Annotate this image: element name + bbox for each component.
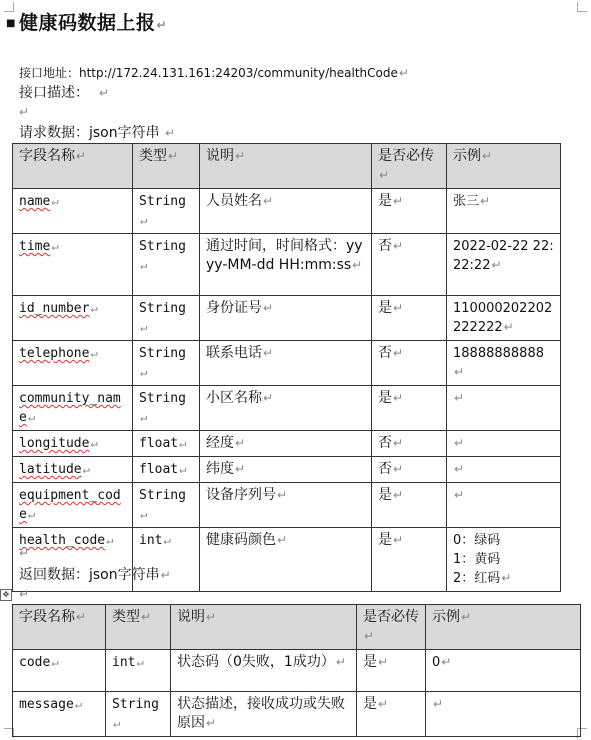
header-description bbox=[200, 144, 372, 189]
paragraph-mark: ↵ bbox=[433, 697, 444, 711]
paragraph-mark: ↵ bbox=[140, 320, 148, 334]
cell-field bbox=[13, 692, 106, 737]
cell-text: latitude bbox=[19, 462, 82, 477]
cell-required bbox=[372, 386, 447, 431]
cell-field bbox=[13, 431, 133, 457]
cell-required bbox=[372, 528, 447, 592]
paragraph-mark: ↵ bbox=[206, 716, 217, 730]
paragraph-mark: ↵ bbox=[379, 168, 390, 182]
cell-type bbox=[106, 692, 171, 737]
cell-text: 是 bbox=[363, 654, 377, 670]
paragraph-mark: ↵ bbox=[503, 320, 514, 334]
empty-paragraph: ↵ bbox=[19, 546, 30, 560]
request-label-line bbox=[19, 122, 175, 142]
cell-desc bbox=[171, 650, 357, 692]
table-header-row bbox=[13, 605, 581, 650]
paragraph-mark: ↵ bbox=[393, 194, 404, 208]
header-example bbox=[447, 144, 561, 189]
request-table bbox=[12, 143, 561, 592]
cell-example bbox=[447, 386, 561, 431]
header-text: 字段名称 bbox=[19, 148, 75, 164]
cell-required bbox=[372, 483, 447, 528]
paragraph-mark: ↵ bbox=[378, 697, 389, 711]
cell-text: 经度 bbox=[206, 435, 234, 451]
cell-text: String bbox=[139, 301, 186, 316]
paragraph-mark: ↵ bbox=[235, 462, 246, 476]
paragraph-mark: ↵ bbox=[165, 126, 176, 140]
cell-required bbox=[372, 296, 447, 341]
cell-example bbox=[447, 189, 561, 234]
api-address-text: 接口地址：http://172.24.131.161:24203/community/healthCode bbox=[19, 66, 398, 80]
page-corner-mark bbox=[577, 2, 587, 12]
cell-text: 纬度 bbox=[206, 461, 234, 477]
paragraph-mark: ↵ bbox=[501, 571, 512, 585]
header-text: 是否必传 bbox=[378, 148, 434, 164]
cell-type bbox=[106, 650, 171, 692]
paragraph-mark: ↵ bbox=[263, 391, 274, 405]
cell-text: equipment_code bbox=[19, 488, 121, 522]
header-text: 类型 bbox=[112, 609, 140, 625]
cell-text: 通过时间，时间格式：yyyy-MM-dd HH:mm:ss bbox=[206, 238, 363, 273]
cell-field bbox=[13, 296, 133, 341]
header-text: 说明 bbox=[206, 148, 234, 164]
paragraph-mark: ↵ bbox=[140, 213, 148, 227]
table-row bbox=[13, 483, 561, 528]
paragraph-mark: ↵ bbox=[352, 258, 363, 272]
paragraph-mark: ↵ bbox=[51, 194, 59, 208]
cell-field bbox=[13, 483, 133, 528]
table-row bbox=[13, 234, 561, 296]
header-text: 说明 bbox=[177, 609, 205, 625]
empty-paragraph: ↵ bbox=[19, 105, 30, 119]
paragraph-mark: ↵ bbox=[378, 655, 389, 669]
cell-text: float bbox=[139, 462, 179, 477]
cell-example bbox=[426, 650, 581, 692]
paragraph-mark: ↵ bbox=[74, 697, 83, 711]
heading-text: 健康码数据上报 bbox=[18, 12, 156, 34]
cell-type bbox=[133, 483, 200, 528]
cell-text: float bbox=[139, 436, 179, 451]
paragraph-mark: ↵ bbox=[393, 391, 404, 405]
header-text: 示例 bbox=[453, 148, 481, 164]
paragraph-mark: ↵ bbox=[27, 507, 36, 521]
cell-text: 0：绿码 1：黄码 2：红码 bbox=[453, 533, 501, 586]
paragraph-mark: ↵ bbox=[364, 629, 375, 643]
table-row bbox=[13, 431, 561, 457]
cell-desc bbox=[200, 189, 372, 234]
cell-text: 是 bbox=[363, 696, 377, 712]
header-text: 示例 bbox=[432, 609, 460, 625]
cell-required bbox=[372, 457, 447, 483]
cell-text: 2022-02-22 22:22:22 bbox=[453, 239, 554, 273]
cell-required bbox=[357, 650, 426, 692]
paragraph-mark: ↵ bbox=[235, 436, 246, 450]
paragraph-mark: ↵ bbox=[140, 410, 148, 424]
cell-text: 否 bbox=[378, 461, 392, 477]
paragraph-mark: ↵ bbox=[263, 194, 274, 208]
heading-bullet: ■ bbox=[6, 18, 16, 29]
cell-text: telephone bbox=[19, 346, 90, 361]
table-row bbox=[13, 189, 561, 234]
header-type bbox=[106, 605, 171, 650]
cell-field bbox=[13, 386, 133, 431]
cell-text: 是 bbox=[378, 487, 392, 503]
cell-text: String bbox=[112, 697, 159, 712]
header-field-name bbox=[13, 605, 106, 650]
cell-desc bbox=[200, 457, 372, 483]
cell-text: 张三 bbox=[453, 194, 480, 209]
cell-text: 18888888888 bbox=[453, 346, 544, 361]
paragraph-mark: ↵ bbox=[98, 86, 109, 100]
paragraph-mark: ↵ bbox=[454, 391, 465, 405]
paragraph-mark: ↵ bbox=[263, 346, 274, 360]
paragraph-mark: ↵ bbox=[454, 462, 465, 476]
paragraph-mark: ↵ bbox=[393, 239, 404, 253]
paragraph-mark: ↵ bbox=[76, 610, 87, 624]
table-row bbox=[13, 457, 561, 483]
cell-example bbox=[447, 296, 561, 341]
cell-example bbox=[447, 431, 561, 457]
cell-text: 状态码（0失败，1成功） bbox=[177, 654, 335, 670]
paragraph-mark: ↵ bbox=[398, 66, 409, 80]
paragraph-mark: ↵ bbox=[441, 655, 452, 669]
paragraph-mark: ↵ bbox=[263, 301, 274, 315]
header-text: 类型 bbox=[139, 148, 167, 164]
cell-type bbox=[133, 386, 200, 431]
response-label-text: 返回数据：json字符串 bbox=[19, 567, 160, 583]
paragraph-mark: ↵ bbox=[393, 346, 404, 360]
cell-text: community_name bbox=[19, 391, 121, 425]
paragraph-mark: ↵ bbox=[491, 258, 502, 272]
api-desc-text: 接口描述： bbox=[19, 85, 89, 101]
cell-type bbox=[133, 431, 200, 457]
paragraph-mark: ↵ bbox=[27, 410, 36, 424]
table-row bbox=[13, 692, 581, 737]
header-required bbox=[357, 605, 426, 650]
cell-text: longitude bbox=[19, 436, 90, 451]
paragraph-mark: ↵ bbox=[179, 462, 187, 476]
cell-required bbox=[372, 189, 447, 234]
cell-text: health_code bbox=[19, 533, 106, 548]
cell-text: String bbox=[139, 391, 186, 406]
header-type bbox=[133, 144, 200, 189]
header-required bbox=[372, 144, 447, 189]
cell-type bbox=[133, 296, 200, 341]
cell-text: 身份证号 bbox=[206, 300, 262, 316]
cell-text: 是 bbox=[378, 300, 392, 316]
cell-desc bbox=[171, 692, 357, 737]
paragraph-mark: ↵ bbox=[136, 655, 144, 669]
cell-text: 健康码颜色 bbox=[206, 532, 276, 548]
paragraph-mark: ↵ bbox=[141, 610, 152, 624]
cell-required bbox=[357, 692, 426, 737]
cell-text: 是 bbox=[378, 390, 392, 406]
cell-text: String bbox=[139, 488, 186, 503]
paragraph-mark: ↵ bbox=[51, 239, 59, 253]
paragraph-mark: ↵ bbox=[393, 462, 404, 476]
cell-required bbox=[372, 234, 447, 296]
paragraph-mark: ↵ bbox=[482, 149, 493, 163]
cell-text: int bbox=[112, 655, 136, 670]
cell-desc bbox=[200, 386, 372, 431]
cell-text: 否 bbox=[378, 345, 392, 361]
cell-text: String bbox=[139, 239, 186, 254]
cell-text: 人员姓名 bbox=[206, 193, 262, 209]
cell-text: 否 bbox=[378, 435, 392, 451]
paragraph-mark: ↵ bbox=[106, 533, 114, 547]
cell-text: code bbox=[19, 655, 51, 670]
paragraph-mark: ↵ bbox=[393, 533, 404, 547]
cell-text: name bbox=[19, 194, 51, 209]
api-address-line bbox=[19, 64, 409, 81]
cell-field bbox=[13, 189, 133, 234]
cell-type bbox=[133, 189, 200, 234]
paragraph-mark: ↵ bbox=[113, 716, 121, 730]
cell-example bbox=[447, 234, 561, 296]
paragraph-mark: ↵ bbox=[393, 436, 404, 450]
cell-type bbox=[133, 341, 200, 386]
cell-example bbox=[447, 528, 561, 592]
paragraph-mark: ↵ bbox=[168, 149, 179, 163]
cell-desc bbox=[200, 234, 372, 296]
cell-type bbox=[133, 234, 200, 296]
header-example bbox=[426, 605, 581, 650]
paragraph-mark: ↵ bbox=[163, 533, 171, 547]
cell-field bbox=[13, 234, 133, 296]
cell-desc bbox=[200, 431, 372, 457]
cell-field bbox=[13, 341, 133, 386]
cell-text: 小区名称 bbox=[206, 390, 262, 406]
cell-text: 0 bbox=[432, 655, 441, 670]
paragraph-mark: ↵ bbox=[454, 365, 465, 379]
cell-desc bbox=[200, 296, 372, 341]
request-label-text: 请求数据：json字符串 bbox=[19, 125, 160, 141]
cell-text: 110000202202222222 bbox=[453, 301, 553, 335]
table-row bbox=[13, 296, 561, 341]
paragraph-mark: ↵ bbox=[90, 301, 98, 315]
cell-text: String bbox=[139, 194, 186, 209]
paragraph-mark: ↵ bbox=[90, 436, 98, 450]
cell-example bbox=[447, 341, 561, 386]
response-table bbox=[12, 604, 581, 737]
cell-desc bbox=[200, 528, 372, 592]
table-move-handle-icon[interactable]: ✥ bbox=[0, 589, 12, 601]
paragraph-mark: ↵ bbox=[454, 436, 465, 450]
cell-field bbox=[13, 457, 133, 483]
paragraph-mark: ↵ bbox=[454, 488, 465, 502]
paragraph-mark: ↵ bbox=[393, 301, 404, 315]
cell-text: id_number bbox=[19, 301, 90, 316]
paragraph-mark: ↵ bbox=[393, 488, 404, 502]
cell-example bbox=[426, 692, 581, 737]
cell-text: 设备序列号 bbox=[206, 487, 276, 503]
cell-desc bbox=[200, 341, 372, 386]
paragraph-mark: ↵ bbox=[140, 507, 148, 521]
table-row bbox=[13, 650, 581, 692]
cell-desc bbox=[200, 483, 372, 528]
paragraph-mark: ↵ bbox=[82, 462, 90, 476]
paragraph-mark: ↵ bbox=[140, 365, 148, 379]
paragraph-mark: ↵ bbox=[90, 346, 98, 360]
response-label-line bbox=[19, 564, 171, 584]
cell-required bbox=[372, 341, 447, 386]
api-desc-line bbox=[19, 82, 109, 102]
paragraph-mark: ↵ bbox=[277, 488, 288, 502]
cell-example bbox=[447, 457, 561, 483]
cell-type bbox=[133, 457, 200, 483]
cell-text: 状态描述，接收成功或失败原因 bbox=[177, 696, 345, 731]
table-header-row bbox=[13, 144, 561, 189]
empty-paragraph: ↵ bbox=[19, 587, 30, 601]
header-text: 是否必传 bbox=[363, 609, 419, 625]
paragraph-mark: ↵ bbox=[335, 655, 346, 669]
cell-text: 是 bbox=[378, 532, 392, 548]
paragraph-mark: ↵ bbox=[480, 194, 491, 208]
paragraph-mark: ↵ bbox=[51, 655, 59, 669]
document-heading bbox=[6, 8, 167, 35]
cell-field bbox=[13, 650, 106, 692]
paragraph-mark: ↵ bbox=[160, 568, 171, 582]
cell-text: time bbox=[19, 239, 51, 254]
header-text: 字段名称 bbox=[19, 609, 75, 625]
cell-text: 是 bbox=[378, 193, 392, 209]
paragraph-mark: ↵ bbox=[156, 18, 168, 32]
paragraph-mark: ↵ bbox=[140, 258, 148, 272]
header-description bbox=[171, 605, 357, 650]
table-row bbox=[13, 341, 561, 386]
table-row bbox=[13, 386, 561, 431]
paragraph-mark: ↵ bbox=[206, 610, 217, 624]
paragraph-mark: ↵ bbox=[277, 533, 288, 547]
cell-text: String bbox=[139, 346, 186, 361]
cell-text: message bbox=[19, 697, 74, 712]
cell-text: 否 bbox=[378, 238, 392, 254]
paragraph-mark: ↵ bbox=[179, 436, 187, 450]
paragraph-mark: ↵ bbox=[461, 610, 472, 624]
cell-text: 联系电话 bbox=[206, 345, 262, 361]
paragraph-mark: ↵ bbox=[235, 149, 246, 163]
cell-text: int bbox=[139, 533, 163, 548]
header-field-name bbox=[13, 144, 133, 189]
cell-required bbox=[372, 431, 447, 457]
paragraph-mark: ↵ bbox=[76, 149, 87, 163]
cell-example bbox=[447, 483, 561, 528]
